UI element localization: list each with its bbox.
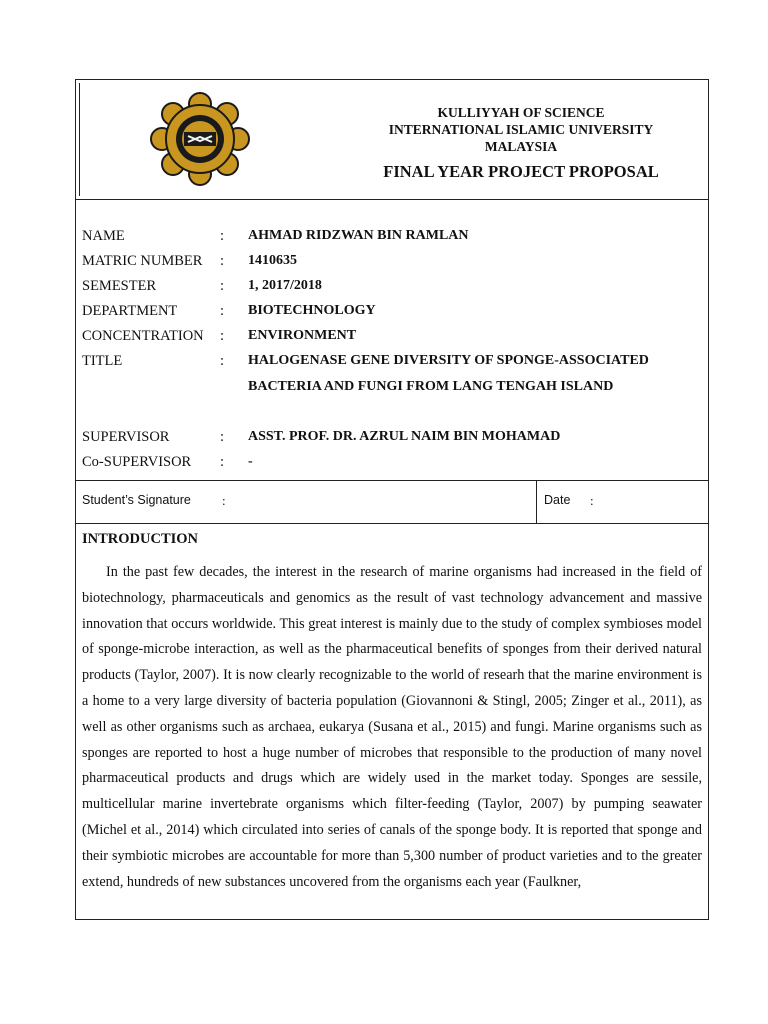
institution-heading	[356, 104, 686, 155]
matric-label: MATRIC NUMBER	[82, 253, 203, 269]
colon: :	[220, 454, 225, 470]
colon: :	[220, 253, 225, 269]
title-value-line1: HALOGENASE GENE DIVERSITY OF SPONGE-ASSOCIATED	[248, 353, 649, 368]
concentration-label: CONCENTRATION	[82, 328, 204, 344]
semester-label: SEMESTER	[82, 278, 157, 294]
title-value-line2: BACTERIA AND FUNGI FROM LANG TENGAH ISLAND	[248, 379, 614, 394]
form-header	[76, 80, 708, 200]
proposal-form	[75, 79, 709, 920]
colon: :	[220, 429, 225, 445]
university-name-line2: MALAYSIA	[484, 139, 558, 154]
department-label: DEPARTMENT	[82, 303, 178, 319]
semester-value: 1, 2017/2018	[248, 278, 322, 293]
introduction-paragraph: In the past few decades, the interest in the research of marine organisms had increased in the field of biotechnology, pharmaceuticals and genomics as the result of vast technology advancement and massive innovation that occurs worldwide. This great interest is mainly due to the study of complex symbioses model of sponge-microbe interaction, as well as the pharmaceutical benefits of sponges from their derived natural products (Taylor, 2007). It is now clearly recognizable to the world of researh that the marine environment is a home to a very large diversity of bacteria population (Giovannoni & Stingl, 2005; Zinger et al., 2011), as well as other organisms such as archaea, eukarya (Susana et al., 2015) and fungi. Marine organisms such as sponges are reported to host a huge number of microbes that responsible to the production of many novel pharmaceutical products and drugs which are widely used in the market today. Sponges are sessile, multicellular marine invertebrate organisms which filter-feeding (Taylor, 2007) by pumping seawater (Michel et al., 2014) which circulated into series of canals of the sponge body. It is reported that sponge and their symbiotic microbes are accountable for more than 5,300 number of product varieties and to the greater extend, hundreds of new substances uncovered from the organisms each year (Faulkner,	[82, 564, 702, 890]
document-title: FINAL YEAR PROJECT PROPOSAL	[383, 162, 659, 181]
title-label: TITLE	[82, 353, 123, 369]
university-crest-icon	[148, 92, 252, 186]
supervisor-label: SUPERVISOR	[82, 429, 170, 445]
supervisor-value: ASST. PROF. DR. AZRUL NAIM BIN MOHAMAD	[248, 429, 561, 444]
date-label: Date	[544, 493, 571, 507]
name-label: NAME	[82, 228, 125, 244]
university-name-line1: INTERNATIONAL ISLAMIC UNIVERSITY	[388, 122, 654, 137]
introduction-heading: INTRODUCTION	[82, 531, 199, 547]
department-value: BIOTECHNOLOGY	[248, 303, 376, 318]
faculty-name: KULLIYYAH OF SCIENCE	[437, 105, 605, 120]
colon: :	[220, 228, 225, 244]
colon: :	[220, 328, 225, 344]
matric-value: 1410635	[248, 253, 297, 268]
colon: :	[220, 278, 225, 294]
student-info-section	[76, 200, 708, 480]
signature-row	[76, 480, 708, 524]
colon: :	[220, 353, 225, 369]
signature-divider	[536, 481, 537, 523]
colon: :	[590, 493, 594, 508]
colon: :	[222, 493, 226, 508]
name-value: AHMAD RIDZWAN BIN RAMLAN	[248, 228, 469, 243]
cosupervisor-value: -	[248, 454, 253, 469]
colon: :	[220, 303, 225, 319]
concentration-value: ENVIRONMENT	[248, 328, 357, 343]
cosupervisor-label: Co-SUPERVISOR	[82, 454, 192, 470]
student-signature-label: Student’s Signature	[82, 493, 191, 507]
